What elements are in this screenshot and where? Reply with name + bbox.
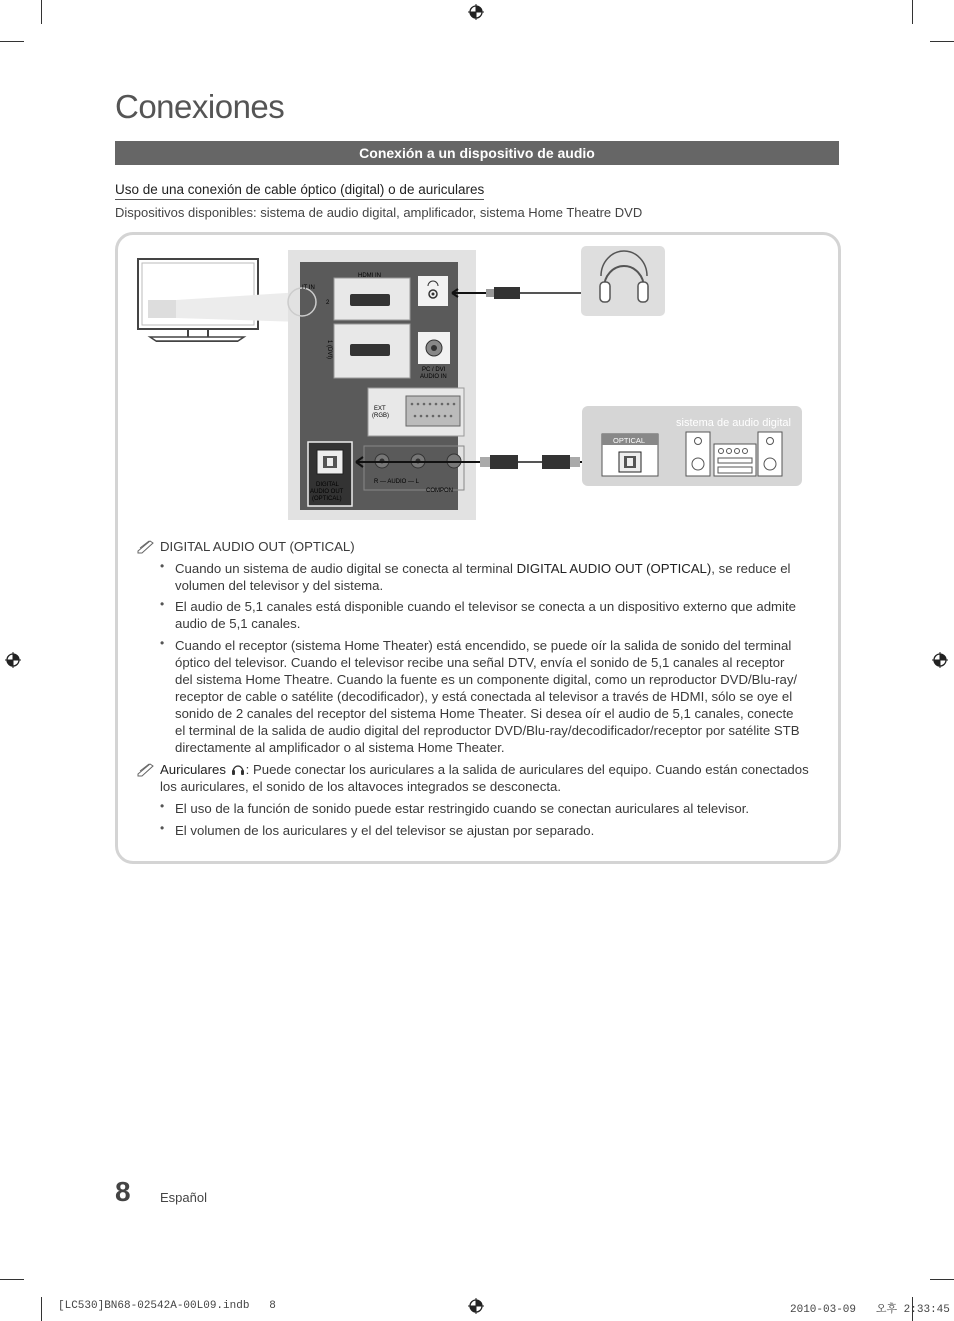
file-name: [LC530]BN68-02542A-00L09.indb 8: [58, 1300, 276, 1312]
label-audio-lr: R — AUDIO — L: [374, 479, 420, 485]
registration-mark-icon: [932, 652, 948, 668]
headphone-symbol-icon: [230, 763, 246, 775]
note1-b1-a: Cuando un sistema de audio digital se conecta al terminal: [175, 561, 517, 576]
label-audio-in: AUDIO IN: [420, 374, 447, 380]
note1-b3-l3: del sistema Home Theatre. Cuando la fuente es un componente digital, como un reproductor DVD/Blu-ray/: [175, 672, 798, 687]
label-digital-3: (OPTICAL): [312, 496, 342, 502]
crop-mark: [0, 1279, 24, 1280]
audio-system-label: sistema de audio digital: [676, 417, 791, 429]
label-rgb: (RGB): [372, 413, 389, 419]
label-hdmi-1: 1 (DVI): [326, 340, 332, 360]
headphone-icon: [581, 246, 665, 316]
crop-mark: [0, 41, 24, 42]
note1-b3-l6: el terminal de la salida de audio digital del reproductor DVD/Blu-ray/decodificador/receptor por satélite STB: [175, 723, 800, 738]
date-time: 2010-03-09 오후 2:33:45: [790, 1304, 950, 1316]
note1-b3-l2: óptico del televisor. Cuando el televisor recibe una señal DTV, envía el sonido de 5,1 canales al receptor: [175, 655, 785, 670]
registration-mark-icon: [5, 652, 21, 668]
language-label: Español: [160, 1190, 207, 1205]
bullet-marker: •: [160, 821, 165, 835]
crop-mark: [930, 41, 954, 42]
note2-text: [160, 761, 820, 795]
note1-bullet-1: [175, 560, 815, 594]
page-number: 8: [115, 1176, 131, 1207]
note2-title: Auriculares: [160, 762, 226, 777]
label-pc-dvi: PC / DVI: [422, 367, 446, 373]
crop-mark: [912, 0, 913, 24]
note1-title: DIGITAL AUDIO OUT (OPTICAL): [160, 539, 355, 554]
note-pencil-icon: [136, 538, 156, 554]
note1-b1-d: volumen del televisor y del sistema.: [175, 578, 384, 593]
registration-mark-icon: [468, 4, 484, 20]
page-title: Conexiones: [115, 88, 285, 125]
note-pencil-icon: [136, 761, 156, 777]
crop-mark: [930, 1279, 954, 1280]
note1-b1-c: , se reduce el: [711, 561, 791, 576]
note2-text-2: los auriculares, el sonido de los altavoces integrados se desconecta.: [160, 779, 561, 794]
note1-b2-a: El audio de 5,1 canales está disponible cuando el televisor se conecta a un dispositivo externo que admite: [175, 599, 796, 614]
label-component: COMPON: [426, 488, 453, 494]
connection-diagram: [130, 244, 820, 526]
note2-bullet-2: El volumen de los auriculares y el del televisor se ajustan por separado.: [175, 823, 595, 838]
label-digital-1: DIGITAL: [316, 482, 339, 488]
label-digital-2: AUDIO OUT: [310, 489, 344, 495]
bullet-marker: •: [160, 636, 165, 650]
note1-b3-l1: Cuando el receptor (sistema Home Theater) está encendido, se puede oír la salida de sonido del terminal: [175, 638, 792, 653]
note2-bullet-1: El uso de la función de sonido puede estar restringido cuando se conectan auriculares al televisor.: [175, 801, 750, 816]
subheading: Uso de una conexión de cable óptico (digital) o de auriculares: [115, 182, 484, 200]
label-port-prefix: IT IN: [302, 285, 315, 291]
note2-text-1: : Puede conectar los auriculares a la salida de auriculares del equipo. Cuando están conectados: [245, 762, 809, 777]
bullet-marker: •: [160, 597, 165, 611]
note1-bullet-2: [175, 598, 815, 632]
label-ext: EXT: [374, 406, 386, 412]
section-bar: Conexión a un dispositivo de audio: [115, 141, 839, 165]
crop-mark: [41, 1297, 42, 1321]
label-hdmi-in: HDMI IN: [358, 273, 381, 279]
note1-b3-l4: receptor de cable o satélite (decodificador), y está conectada al televisor a través de HDMI, sólo se oye el: [175, 689, 793, 704]
note1-b1-b: DIGITAL AUDIO OUT (OPTICAL): [516, 561, 712, 576]
crop-mark: [41, 0, 42, 24]
bullet-marker: •: [160, 799, 165, 813]
label-hdmi-2: 2: [326, 300, 330, 306]
note1-bullet-3: [175, 637, 815, 756]
note1-b3-l7: directamente al amplificador o al sistema Home Theater.: [175, 740, 505, 755]
bullet-marker: •: [160, 559, 165, 573]
devices-line: Dispositivos disponibles: sistema de audio digital, amplificador, sistema Home Theatre DVD: [115, 205, 643, 220]
tv-icon: [138, 259, 302, 341]
note1-b2-d: audio de 5,1 canales.: [175, 616, 301, 631]
registration-mark-icon: [468, 1298, 484, 1314]
note1-b3-l5: sonido de 2 canales del receptor del sistema Home Theater. Si desea oír el audio de 5,1 canales, conecte: [175, 706, 794, 721]
optical-label: OPTICAL: [613, 436, 646, 445]
